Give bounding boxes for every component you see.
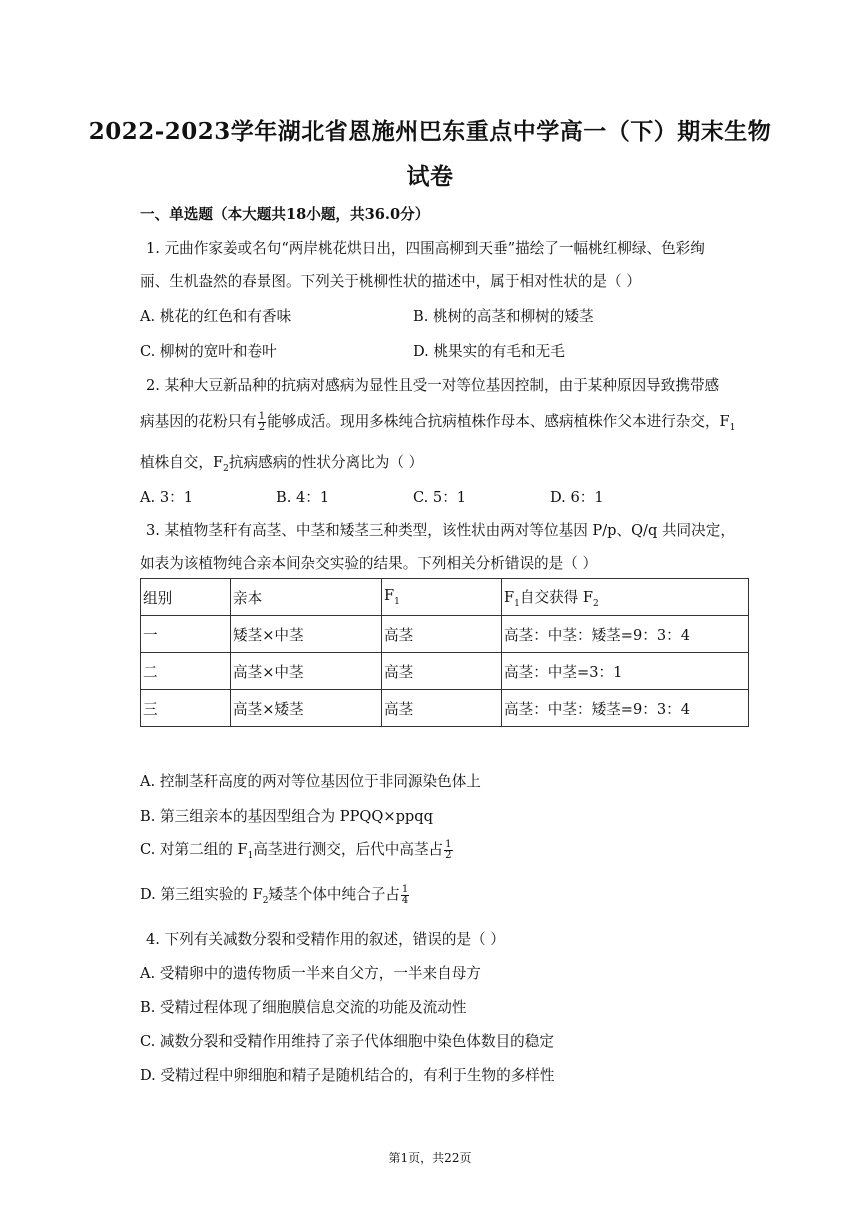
q3-option-c — [140, 838, 454, 861]
table-cell: 高茎：中茎=3：1 — [502, 653, 749, 690]
q2-stem-line1: 2. 某种大豆新品种的抗病对感病为显性且受一对等位基因控制，由于某种原因导致携带感 — [146, 377, 720, 394]
table-row — [141, 616, 749, 653]
header-f1-letter: F — [384, 587, 395, 605]
q2-fraction-denominator: 2 — [258, 421, 266, 433]
q3-option-c-denominator: 2 — [445, 849, 452, 861]
table-cell: 三 — [141, 690, 231, 727]
header-f1-selfing-text: 自交获得 F — [519, 588, 594, 606]
q1-option-d: D. 桃果实的有毛和无毛 — [413, 343, 565, 360]
q2-line3-text-b: 抗病感病的性状分离比为（ ） — [228, 454, 424, 471]
q2-line3-subscript: 2 — [223, 463, 229, 474]
q3-option-d-subscript: 2 — [262, 895, 269, 906]
q4-stem: 4. 下列有关减数分裂和受精作用的叙述，错误的是（ ） — [146, 931, 505, 948]
q2-line2-text-b: 能够成活。现用多株纯合抗病植株作母本、感病植株作父本进行杂交，F — [267, 413, 730, 430]
q3-option-c-text-b: 高茎进行测交，后代中高茎占 — [253, 841, 444, 858]
header-f1-selfing-letter: F — [504, 588, 515, 606]
header-f2-subscript: 2 — [593, 598, 599, 609]
q4-option-b: B. 受精过程体现了细胞膜信息交流的功能及流动性 — [140, 999, 467, 1016]
header-group: 组别 — [141, 579, 231, 616]
table-cell: 高茎 — [382, 616, 502, 653]
table-cell: 高茎：中茎：矮茎=9：3：4 — [502, 616, 749, 653]
table-cell: 二 — [141, 653, 231, 690]
q1-option-c: C. 柳树的宽叶和卷叶 — [140, 343, 277, 360]
table-cell: 矮茎×中茎 — [231, 616, 382, 653]
q3-option-d-numerator: 1 — [401, 883, 409, 895]
q1-stem-line1: 1. 元曲作家姜或名句“两岸桃花烘日出，四围高柳到天垂”描绘了一幅桃红柳绿、色彩绚 — [146, 240, 705, 257]
exam-title-line1: 2022-2023学年湖北省恩施州巴东重点中学高一（下）期末生物 — [88, 118, 772, 145]
q2-option-d: D. 6：1 — [550, 489, 604, 506]
table-header-row — [141, 579, 749, 616]
q3-option-d-denominator: 4 — [401, 894, 409, 906]
table-cell: 高茎 — [382, 653, 502, 690]
q3-option-c-fraction — [444, 840, 452, 861]
q2-option-c: C. 5：1 — [413, 489, 467, 506]
q1-option-b: B. 桃树的高茎和柳树的矮茎 — [413, 308, 594, 325]
q2-option-a: A. 3：1 — [140, 489, 193, 506]
q2-line2-text-a: 病基因的花粉只有 — [140, 413, 257, 430]
q3-data-table — [140, 578, 749, 727]
q3-option-d-text-a: D. 第三组实验的 F — [140, 886, 263, 903]
q3-option-c-numerator: 1 — [445, 838, 452, 850]
table-cell: 高茎 — [382, 690, 502, 727]
header-f1 — [382, 579, 502, 616]
q2-fraction-numerator: 1 — [258, 410, 266, 422]
header-f1-selfing-subscript: 1 — [514, 598, 520, 609]
q3-stem-line2: 如表为该植物纯合亲本间杂交实验的结果。下列相关分析错误的是（ ） — [140, 555, 598, 572]
q2-fraction — [258, 412, 266, 433]
header-parents: 亲本 — [231, 579, 382, 616]
q1-stem-line2: 丽、生机盎然的春景图。下列关于桃柳性状的描述中，属于相对性状的是（ ） — [140, 273, 641, 290]
table-cell: 高茎×矮茎 — [231, 690, 382, 727]
q2-option-b: B. 4：1 — [276, 489, 330, 506]
q4-option-a: A. 受精卵中的遗传物质一半来自父方，一半来自母方 — [140, 965, 481, 982]
q3-option-d-fraction — [401, 885, 409, 906]
q2-stem-line3 — [140, 451, 423, 474]
header-f1-selfing — [502, 579, 749, 616]
table-cell: 一 — [141, 616, 231, 653]
q3-option-d — [140, 883, 410, 906]
q2-stem-line2 — [140, 410, 735, 433]
q1-option-a: A. 桃花的红色和有香味 — [140, 308, 292, 325]
section-heading: 一、单选题（本大题共18小题，共36.0分） — [140, 206, 430, 223]
exam-title-line2: 试卷 — [406, 163, 454, 190]
table-row — [141, 653, 749, 690]
q4-option-d: D. 受精过程中卵细胞和精子是随机结合的，有利于生物的多样性 — [140, 1067, 555, 1084]
header-f1-subscript: 1 — [394, 596, 400, 607]
table-row — [141, 690, 749, 727]
q3-option-d-text-b: 矮茎个体中纯合子占 — [268, 886, 400, 903]
q2-line3-text-a: 植株自交，F — [140, 454, 224, 471]
q3-stem-line1: 3. 某植物茎秆有高茎、中茎和矮茎三种类型，该性状由两对等位基因 P/p、Q/q 共同决定， — [146, 522, 735, 539]
table-cell: 高茎×中茎 — [231, 653, 382, 690]
q3-option-a: A. 控制茎秆高度的两对等位基因位于非同源染色体上 — [140, 773, 481, 790]
q4-option-c: C. 减数分裂和受精作用维持了亲子代体细胞中染色体数目的稳定 — [140, 1033, 554, 1050]
table-cell: 高茎：中茎：矮茎=9：3：4 — [502, 690, 749, 727]
q3-option-c-subscript: 1 — [247, 850, 254, 861]
q3-option-c-text-a: C. 对第二组的 F — [140, 841, 248, 858]
q2-line2-subscript: 1 — [729, 422, 736, 433]
q3-option-b: B. 第三组亲本的基因型组合为 PPQQ×ppqq — [140, 808, 433, 825]
page-footer: 第1页，共22页 — [388, 1151, 472, 1165]
